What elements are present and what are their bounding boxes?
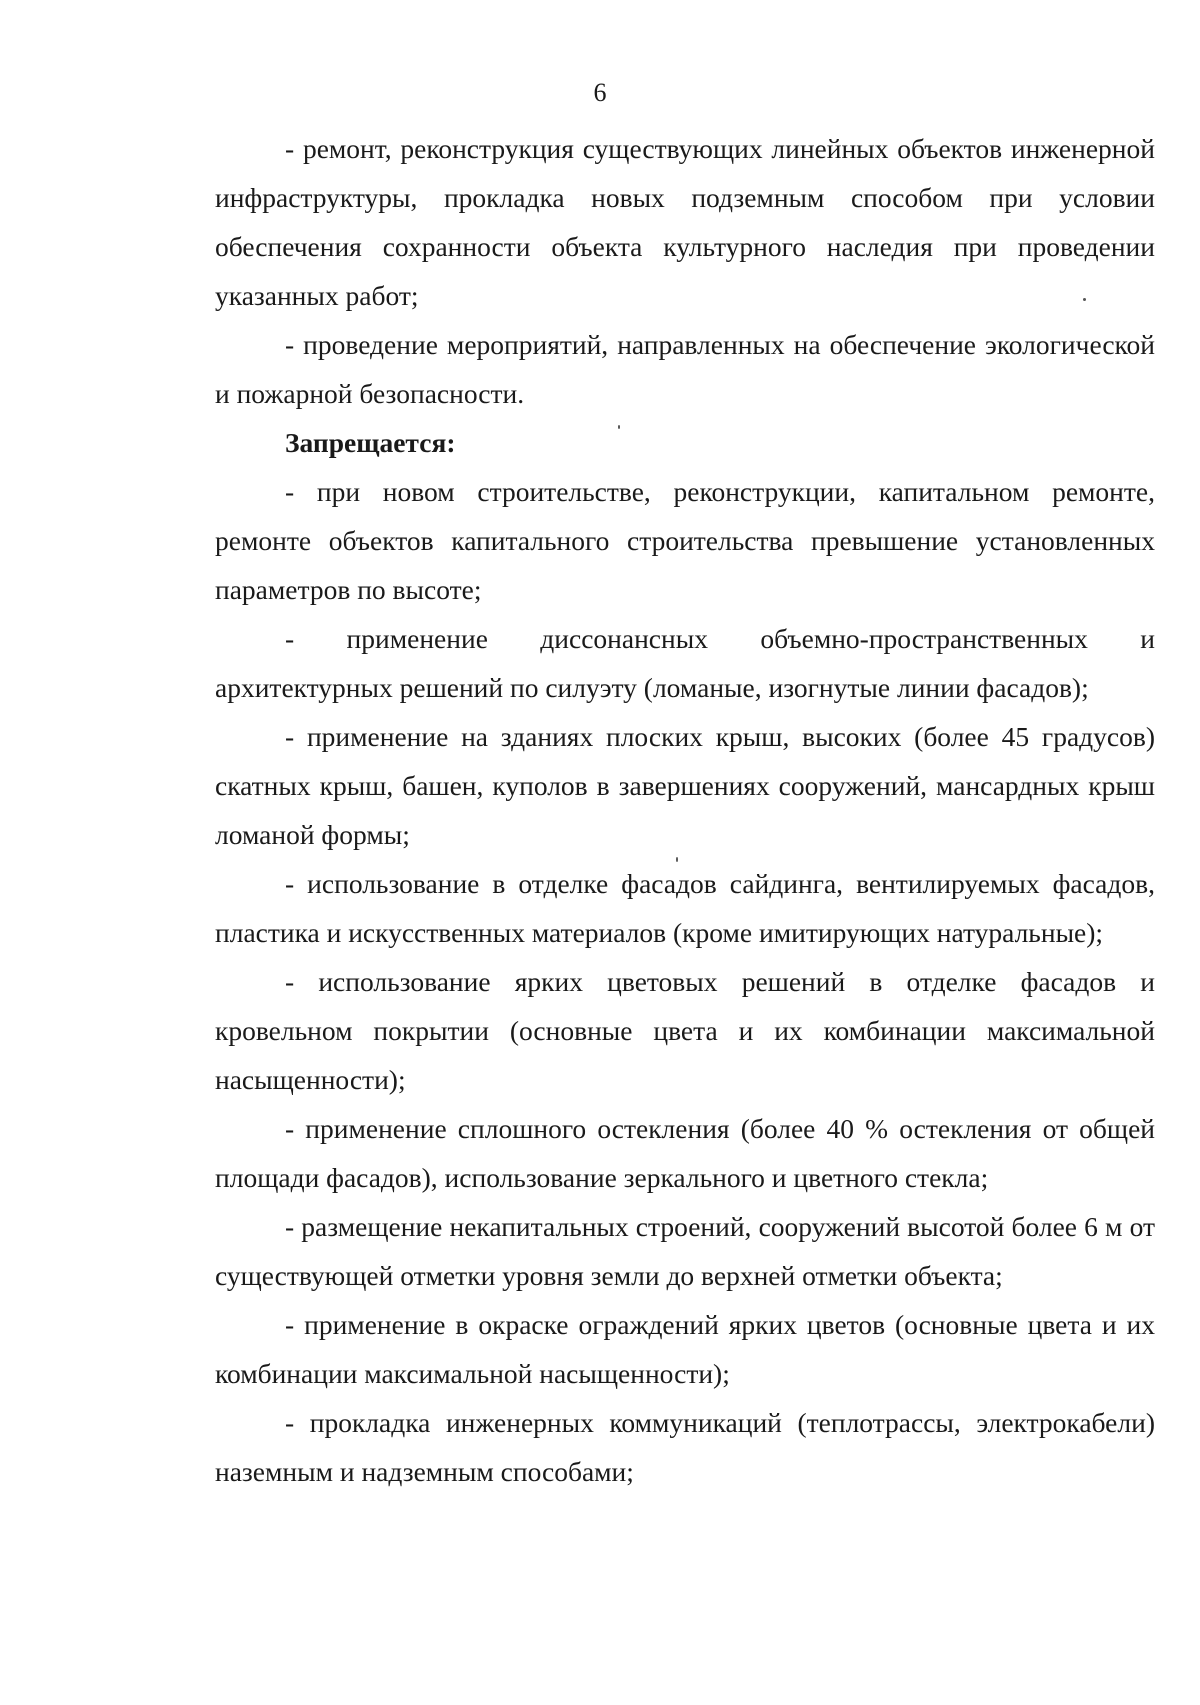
prohibited-item-6: - применение сплошного остекления (более 40 % остекления от общей площади фасадов), использование зеркального и цветного стекла; bbox=[215, 1113, 1155, 1193]
page-number: 6 bbox=[593, 78, 607, 107]
document-body bbox=[215, 124, 1155, 1496]
prohibited-item-1: - при новом строительстве, реконструкции, капитальном ремонте, ремонте объектов капитального строительства превышение установленных параметров по высоте; bbox=[215, 476, 1155, 605]
prohibited-item-9: - прокладка инженерных коммуникаций (теплотрассы, электрокабели) наземным и надземным способами; bbox=[215, 1407, 1155, 1487]
prohibited-item-7: - размещение некапитальных строений, сооружений высотой более 6 м от существующей отметки уровня земли до верхней отметки объекта; bbox=[215, 1211, 1155, 1291]
prohibited-item-3: - применение на зданиях плоских крыш, высоких (более 45 градусов) скатных крыш, башен, куполов в завершениях сооружений, мансардных крыш ломаной формы; bbox=[215, 721, 1155, 850]
prohibited-item-2: - применение диссонансных объемно-пространственных и архитектурных решений по силуэту (ломаные, изогнутые линии фасадов); bbox=[215, 623, 1155, 703]
scan-speck bbox=[676, 857, 678, 862]
scan-speck bbox=[618, 425, 620, 429]
prohibited-item-8: - применение в окраске ограждений ярких цветов (основные цвета и их комбинации максимальной насыщенности); bbox=[215, 1309, 1155, 1389]
allowed-item-1: - ремонт, реконструкция существующих линейных объектов инженерной инфраструктуры, прокладка новых подземным способом при условии обеспечения сохранности объекта культурного наследия при проведении указанных работ; bbox=[215, 133, 1155, 311]
prohibited-item-4: - использование в отделке фасадов сайдинга, вентилируемых фасадов, пластика и искусственных материалов (кроме имитирующих натуральные); bbox=[215, 868, 1155, 948]
prohibited-item-5: - использование ярких цветовых решений в отделке фасадов и кровельном покрытии (основные цвета и их комбинации максимальной насыщенности); bbox=[215, 966, 1155, 1095]
prohibited-heading: Запрещается: bbox=[285, 427, 456, 458]
allowed-item-2: - проведение мероприятий, направленных на обеспечение экологической и пожарной безопасности. bbox=[215, 329, 1155, 409]
scan-speck bbox=[1083, 298, 1086, 301]
